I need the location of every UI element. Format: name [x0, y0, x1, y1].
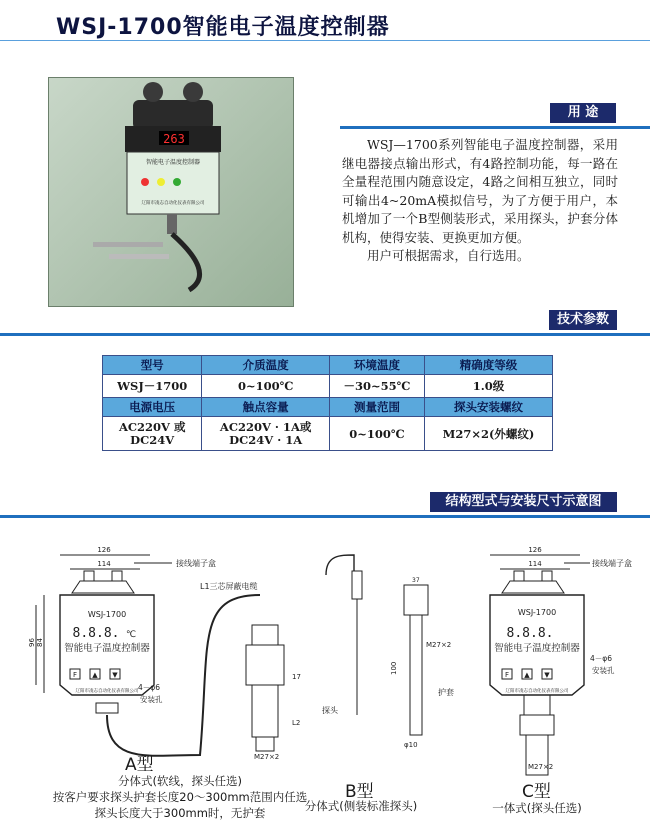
b-thread: M27×2	[426, 641, 452, 649]
a-maker: 辽阳市凌志自动化仪表有限公司	[75, 689, 139, 694]
td-model: WSJ－1700	[103, 375, 202, 398]
a-thread: M27×2	[254, 753, 280, 761]
td-range: 0~100℃	[329, 417, 424, 451]
a-hole-label: 安装孔	[140, 695, 163, 704]
a-cable: L1三芯屏蔽电缆	[200, 582, 258, 591]
photo-panel-label: 智能电子温度控制器	[145, 159, 201, 166]
b-sleeve: 护套	[438, 688, 454, 697]
b-dim-phi10: φ10	[404, 741, 418, 749]
c-key-f: F	[504, 671, 510, 679]
th-model: 型号	[103, 356, 202, 375]
td-thread: M27×2(外螺纹)	[425, 417, 553, 451]
c-key-down: ▼	[544, 671, 550, 679]
th-accuracy: 精确度等级	[425, 356, 553, 375]
structure-tag: 结构型式与安装尺寸示意图	[430, 492, 617, 512]
structure-bar	[0, 515, 650, 518]
type-c-caption: 一体式(探头任选)	[492, 801, 582, 815]
a-display: 8.8.8.	[72, 626, 120, 641]
dim-84: 84	[36, 638, 44, 647]
th-range: 测量范围	[329, 398, 424, 417]
a-terminal-label: 接线端子盒	[176, 559, 216, 568]
td-accuracy: 1.0级	[425, 375, 553, 398]
description	[342, 136, 618, 266]
c-hole: 4－φ6	[590, 654, 612, 663]
type-b-name: B型	[345, 782, 374, 802]
params-bar	[0, 333, 650, 336]
b-dim-37: 37	[412, 577, 420, 584]
c-panel: 智能电子温度控制器	[494, 643, 580, 654]
usage-tag: 用 途	[550, 103, 616, 123]
title-underline	[0, 40, 650, 41]
td-ambient-temp: －30~55℃	[329, 375, 424, 398]
type-a-line1: 分体式(软线，探头任选)	[118, 774, 242, 788]
usage-bar	[340, 126, 650, 129]
a-key-down: ▼	[112, 671, 118, 679]
a-model: WSJ-1700	[87, 610, 127, 619]
description-p2: 用户可根据需求，自行选用。	[367, 248, 530, 263]
a-dim-17: 17	[292, 673, 301, 681]
th-power: 电源电压	[103, 398, 202, 417]
th-medium-temp: 介质温度	[202, 356, 330, 375]
photo-display: 263	[163, 132, 185, 146]
c-maker: 辽阳市凌志自动化仪表有限公司	[505, 689, 569, 694]
c-model: WSJ-1700	[517, 608, 557, 617]
type-a-name: A型	[125, 755, 154, 775]
type-b-caption: 分体式(侧装标准探头)	[304, 799, 418, 813]
a-unit: ℃	[126, 630, 137, 640]
page-title: WSJ-1700智能电子温度控制器	[56, 15, 390, 40]
type-c-name: C型	[522, 782, 551, 802]
dim-126: 126	[97, 546, 111, 554]
type-a-line3: 探头长度大于300mm时，无护套	[94, 806, 266, 820]
device-photo	[48, 77, 294, 307]
b-dim-100: 100	[390, 661, 398, 675]
td-power: AC220V 或 DC24V	[103, 417, 202, 451]
c-dim-114: 114	[528, 560, 542, 568]
a-hole: 4－φ6	[138, 683, 160, 692]
photo-maker: 辽阳市凌志自动化仪表有限公司	[141, 201, 205, 206]
dim-114: 114	[97, 560, 111, 568]
c-terminal-label: 接线端子盒	[592, 559, 632, 568]
c-key-up: ▲	[524, 671, 530, 679]
th-thread: 探头安装螺纹	[425, 398, 553, 417]
type-a-line2: 按客户要求探头护套长度20～300mm范围内任选	[52, 790, 308, 804]
a-key-f: F	[72, 671, 78, 679]
c-display: 8.8.8.	[506, 626, 554, 641]
td-contact: AC220V · 1A或 DC24V · 1A	[202, 417, 330, 451]
c-hole-label: 安装孔	[592, 666, 615, 675]
th-contact: 触点容量	[202, 398, 330, 417]
th-ambient-temp: 环境温度	[329, 356, 424, 375]
dim-96: 96	[28, 638, 36, 647]
type-a-caption	[30, 773, 330, 821]
c-thread: M27×2	[528, 763, 554, 771]
params-tag: 技术参数	[549, 310, 617, 330]
description-p1: WSJ—1700系列智能电子温度控制器，采用继电器接点输出形式，有4路控制功能，每一路在全量程范围内随意设定，4路之间相互独立，同时可输出4~20mA模拟信号，为了方便于用户，本机增加了一个B型侧装形式，采用探头，护套分体机构，使得安装、更换更加方便。	[342, 137, 618, 245]
c-dim-126: 126	[528, 546, 542, 554]
a-panel: 智能电子温度控制器	[64, 643, 150, 654]
a-key-up: ▲	[92, 671, 98, 679]
a-dim-l2: L2	[292, 719, 301, 727]
b-probe: 探头	[322, 706, 338, 715]
spec-table	[102, 355, 553, 451]
td-medium-temp: 0~100℃	[202, 375, 330, 398]
